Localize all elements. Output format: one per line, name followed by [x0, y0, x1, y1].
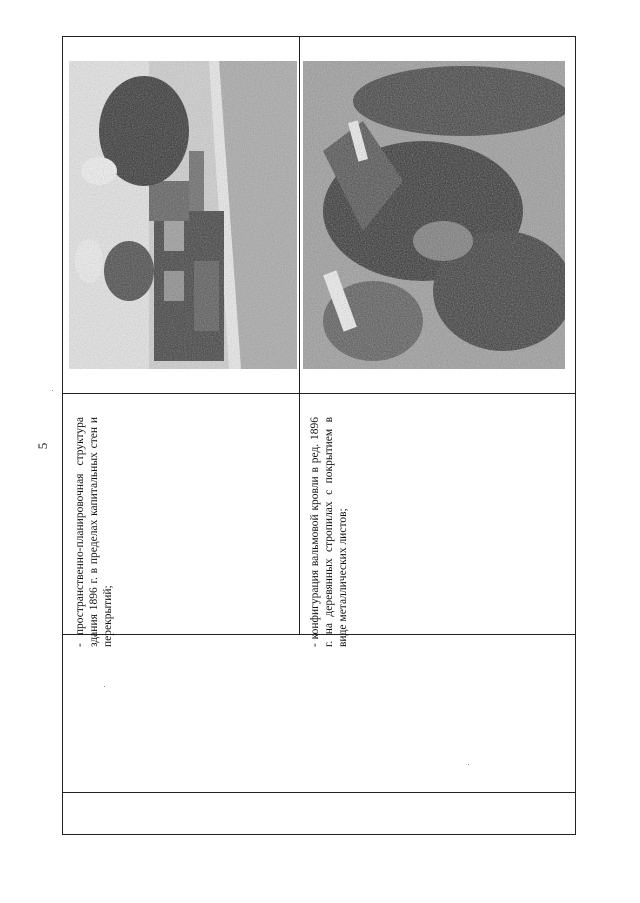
row-divider	[63, 792, 575, 793]
scan-speck	[104, 686, 105, 687]
house-photo-icon	[69, 61, 297, 369]
column-divider	[299, 37, 300, 634]
cell-text-structure: - пространственно-планировочная структура здания 1896 г. в пределах капитальных стен и перекрытий;	[74, 417, 114, 647]
roof-photo-icon	[303, 61, 565, 369]
cell-text-roof: - конфигурация вальмовой кровли в ред. 1896 г. на деревянных стропилах с покрытием в виде металлических листов;	[309, 417, 349, 647]
scan-speck	[52, 390, 53, 391]
document-table	[62, 36, 576, 835]
scan-speck	[468, 764, 469, 765]
page-number: 5	[35, 442, 50, 450]
row-divider	[63, 393, 575, 394]
